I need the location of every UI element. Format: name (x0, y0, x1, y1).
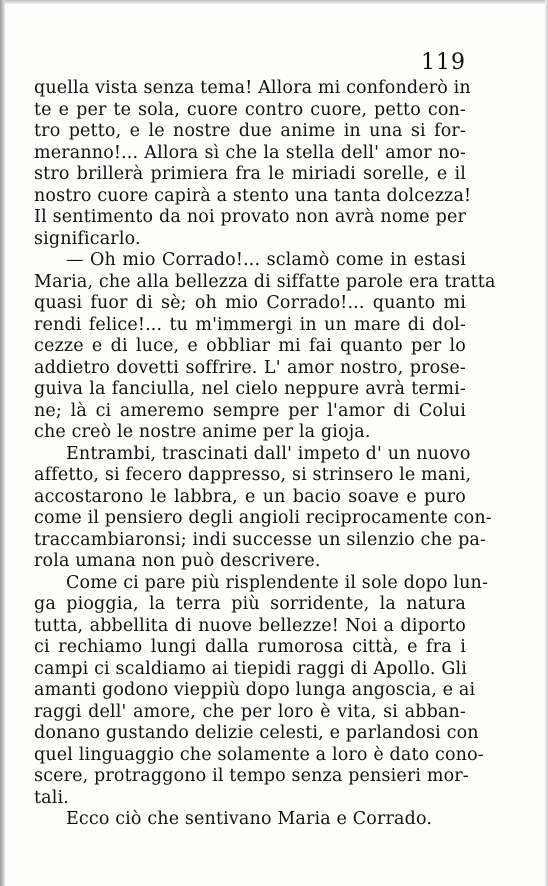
text-line: tali. (34, 787, 69, 808)
text-line: che creò le nostre anime per la gioja. (34, 422, 371, 442)
text-line: cezze e di luce, e obbliar mi fai quanto per lo (34, 336, 466, 356)
page-edge-top (0, 0, 548, 4)
text-line: guiva la fanciulla, nel cielo neppure avrà termi- (34, 379, 466, 399)
text-line: accostarono le labbra, e un bacio soave e puro (34, 486, 466, 507)
text-line: rola umana non può descrivere. (34, 551, 321, 571)
text-line: affetto, si fecero dappresso, si strinsero le mani, (34, 465, 472, 485)
text-line: significarlo. (34, 228, 141, 249)
text-line: quella vista senza tema! Allora mi confonderò in (34, 78, 471, 98)
text-line: addietro dovetti soffrire. L' amor nostro, prose- (34, 357, 466, 378)
text-line: quel linguaggio che solamente a loro è dato cono- (34, 744, 484, 765)
text-line: come il pensiero degli angioli reciprocamente con- (34, 508, 492, 528)
text-line: meranno!... Allora sì che la stella dell' amor no- (34, 142, 466, 163)
text-line: rendi felice!... tu m'immergi in un mare di dol- (34, 314, 466, 335)
body-text (34, 78, 496, 831)
text-line: donano gustando delizie celesti, e parlandosi con (34, 723, 479, 743)
text-line: amanti godono vieppiù dopo lunga angoscia, e ai (34, 680, 476, 700)
text-line: tro petto, e le nostre due anime in una si for- (34, 121, 466, 141)
text-line: — Oh mio Corrado!... sclamò come in estasi (66, 250, 466, 270)
text-line: quasi fuor di sè; oh mio Corrado!... quanto mi (34, 293, 466, 313)
text-line: scere, protraggono il tempo senza pensieri mor- (34, 766, 469, 786)
text-line: Ecco ciò che sentivano Maria e Corrado. (66, 809, 433, 829)
text-line: Come ci pare più risplendente il sole dopo lun- (66, 572, 489, 593)
text-line: nostro cuore capirà a stento una tanta dolcezza! (34, 185, 472, 206)
text-line: te e per te sola, cuore contro cuore, petto con- (34, 99, 466, 120)
text-line: raggi dell' amore, che per loro è vita, si abban- (34, 701, 466, 722)
text-line: Il sentimento da noi provato non avrà nome per (34, 207, 466, 227)
text-line: ga pioggia, la terra più sorridente, la natura (34, 594, 466, 614)
text-line: tutta, abbellita di nuove bellezze! Noi a diporto (34, 615, 466, 636)
text-line: ci rechiamo lungi dalla rumorosa città, e fra i (34, 637, 466, 657)
text-line: ne; là ci ameremo sempre per l'amor di Colui (34, 400, 466, 421)
text-line: campi ci scaldiamo ai tiepidi raggi di Apollo. Gli (34, 658, 467, 679)
page-number: 119 (421, 50, 466, 75)
text-line: Maria, che alla bellezza di siffatte parole era tratta (34, 271, 496, 292)
text-line: Entrambi, trascinati dall' impeto d' un nuovo (66, 443, 471, 464)
text-line: traccambiaronsi; indi successe un silenzio che pa- (34, 529, 487, 550)
page-edge-left (0, 0, 5, 886)
text-line: stro brillerà primiera fra le miriadi sorelle, e il (34, 164, 466, 184)
